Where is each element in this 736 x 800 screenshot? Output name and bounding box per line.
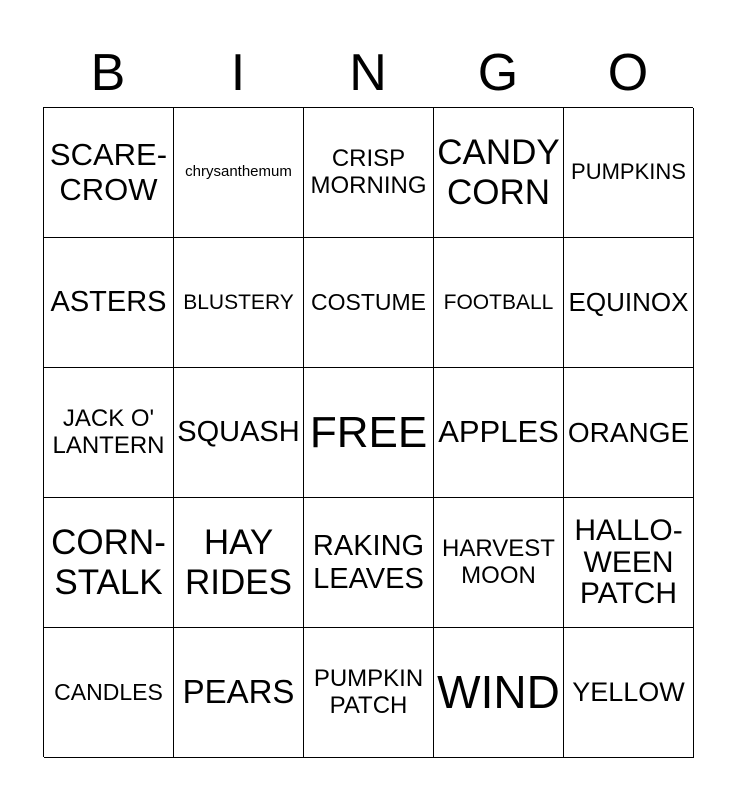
bingo-cell[interactable]: PUMPKIN PATCH	[304, 628, 434, 758]
bingo-cell[interactable]: SCARE- CROW	[44, 108, 174, 238]
bingo-cell[interactable]: SQUASH	[174, 368, 304, 498]
free-space-cell[interactable]: FREE	[304, 368, 434, 498]
header-letter-b: B	[90, 44, 126, 102]
bingo-cell[interactable]: YELLOW	[564, 628, 694, 758]
bingo-cell[interactable]: WIND	[434, 628, 564, 758]
bingo-cell[interactable]: ORANGE	[564, 368, 694, 498]
header-letter-i: I	[230, 44, 246, 102]
bingo-cell[interactable]: CRISP MORNING	[304, 108, 434, 238]
bingo-cell[interactable]: ASTERS	[44, 238, 174, 368]
bingo-cell[interactable]: PEARS	[174, 628, 304, 758]
bingo-cell[interactable]: BLUSTERY	[174, 238, 304, 368]
bingo-header	[43, 40, 693, 106]
bingo-cell[interactable]: CORN- STALK	[44, 498, 174, 628]
header-letter-g: G	[477, 44, 519, 102]
bingo-cell[interactable]: RAKING LEAVES	[304, 498, 434, 628]
bingo-cell[interactable]: chrysanthemum	[174, 108, 304, 238]
bingo-cell[interactable]: APPLES	[434, 368, 564, 498]
bingo-cell[interactable]: CANDY CORN	[434, 108, 564, 238]
bingo-cell[interactable]: JACK O' LANTERN	[44, 368, 174, 498]
bingo-card-grid	[43, 107, 693, 757]
bingo-cell[interactable]: FOOTBALL	[434, 238, 564, 368]
bingo-cell[interactable]: HAY RIDES	[174, 498, 304, 628]
bingo-cell[interactable]: CANDLES	[44, 628, 174, 758]
bingo-cell[interactable]: EQUINOX	[564, 238, 694, 368]
bingo-cell[interactable]: COSTUME	[304, 238, 434, 368]
header-letter-o: O	[607, 44, 649, 102]
header-letter-n: N	[349, 44, 387, 102]
bingo-cell[interactable]: PUMPKINS	[564, 108, 694, 238]
bingo-cell[interactable]: HALLO- WEEN PATCH	[564, 498, 694, 628]
bingo-cell[interactable]: HARVEST MOON	[434, 498, 564, 628]
